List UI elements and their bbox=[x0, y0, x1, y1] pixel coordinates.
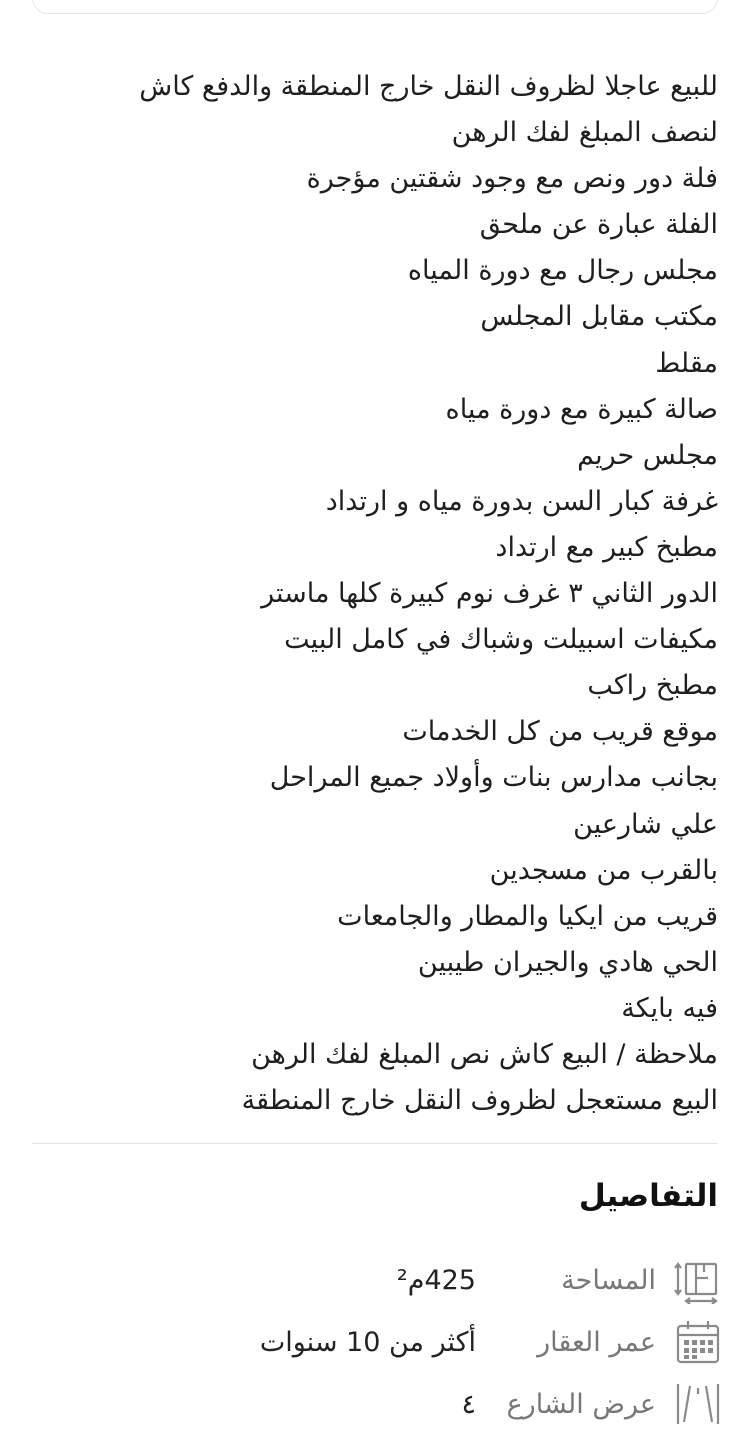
description-line: صالة كبيرة مع دورة مياه bbox=[445, 393, 718, 425]
previous-card bbox=[32, 0, 718, 14]
description-line: علي شارعين bbox=[573, 808, 718, 840]
street-value: ٤ bbox=[461, 1388, 476, 1420]
description-line: غرفة كبار السن بدورة مياه و ارتداد bbox=[325, 485, 718, 517]
description-line: البيع مستعجل لظروف النقل خارج المنطقة bbox=[241, 1085, 718, 1117]
description-line: مجلس رجال مع دورة المياه bbox=[407, 255, 718, 287]
section-divider bbox=[32, 1143, 718, 1144]
calendar-icon bbox=[674, 1318, 722, 1366]
description-line: لنصف المبلغ لفك الرهن bbox=[451, 117, 718, 149]
street-label: عرض الشارع bbox=[506, 1388, 656, 1420]
description-line: ملاحظة / البيع كاش نص المبلغ لفك الرهن bbox=[251, 1038, 718, 1070]
description-line: فيه بايكة bbox=[621, 992, 718, 1024]
detail-row-area bbox=[40, 1255, 722, 1305]
age-label: عمر العقار bbox=[537, 1326, 656, 1358]
description-line: للبيع عاجلا لظروف النقل خارج المنطقة والدفع كاش bbox=[139, 71, 718, 102]
details-title: التفاصيل bbox=[578, 1178, 718, 1214]
description-line: مكيفات اسبيلت وشباك في كامل البيت bbox=[284, 624, 718, 656]
description-line: مطبخ راكب bbox=[587, 670, 718, 702]
description-line: الفلة عبارة عن ملحق bbox=[479, 209, 718, 241]
description-line: مجلس حريم bbox=[577, 439, 718, 471]
area-icon bbox=[674, 1256, 722, 1304]
area-value: 425م² bbox=[396, 1264, 476, 1296]
road-icon bbox=[674, 1380, 722, 1428]
listing-description bbox=[28, 64, 718, 1124]
description-line: مطبخ كبير مع ارتداد bbox=[495, 531, 718, 563]
description-line: مكتب مقابل المجلس bbox=[480, 301, 718, 333]
description-line: الدور الثاني ٣ غرف نوم كبيرة كلها ماستر bbox=[261, 578, 718, 610]
area-label: المساحة bbox=[561, 1264, 656, 1296]
description-line: بجانب مدارس بنات وأولاد جميع المراحل bbox=[269, 762, 718, 794]
age-value: أكثر من 10 سنوات bbox=[259, 1326, 476, 1358]
description-line: موقع قريب من كل الخدمات bbox=[402, 716, 718, 748]
description-line: بالقرب من مسجدين bbox=[489, 854, 718, 886]
description-line: فلة دور ونص مع وجود شقتين مؤجرة bbox=[306, 163, 718, 195]
description-line: قريب من ايكيا والمطار والجامعات bbox=[337, 900, 718, 932]
detail-row-street bbox=[40, 1379, 722, 1429]
description-line: مقلط bbox=[655, 347, 718, 379]
detail-row-age bbox=[40, 1317, 722, 1367]
description-line: الحي هادي والجيران طيبين bbox=[417, 946, 718, 978]
